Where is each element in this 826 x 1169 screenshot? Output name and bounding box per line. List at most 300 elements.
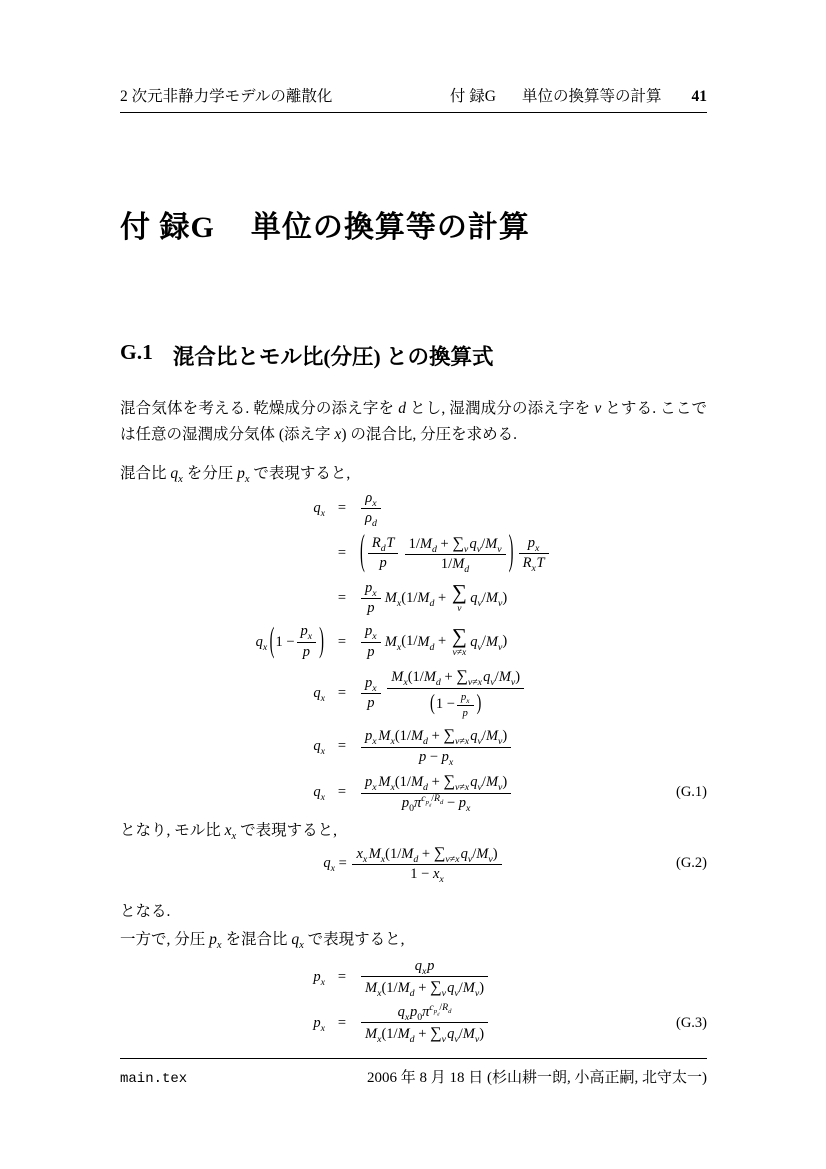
subscript [466, 697, 469, 705]
open-paren: ( [269, 621, 275, 661]
denominator [361, 598, 381, 618]
math-symbol: / [472, 846, 477, 862]
math-symbol: v [477, 782, 482, 794]
math-symbol: ≠ [456, 647, 462, 659]
subscript [363, 854, 367, 865]
math-symbol: q [469, 535, 477, 552]
math-atom [502, 774, 507, 790]
sum-operator [443, 726, 470, 748]
math-atom [457, 603, 461, 614]
math-symbol: v [452, 647, 457, 659]
math-symbol: x [244, 474, 250, 486]
math-symbol: c [421, 792, 426, 804]
math-symbol: d [440, 798, 444, 806]
math-symbol: M [401, 846, 414, 862]
math-symbol: R [434, 792, 441, 804]
close-paren: ) [508, 529, 514, 576]
math-symbol: x [372, 631, 377, 643]
math-atom [372, 631, 376, 642]
paren-body [366, 533, 508, 575]
math-symbol: ) [502, 728, 508, 745]
body-text: 一方で, 分圧 [120, 931, 210, 948]
equation-label: (G.3) [675, 1015, 707, 1032]
math-atom [170, 465, 183, 486]
math-atom [434, 590, 449, 606]
inline-math [237, 465, 250, 486]
math-symbol: d [423, 736, 428, 748]
body-text: を分圧 [182, 465, 238, 482]
math-symbol: v [454, 736, 460, 748]
equation-label: (G.2) [675, 855, 707, 872]
math-atom [437, 536, 452, 552]
math-symbol: p [237, 465, 245, 482]
math-symbol: v [474, 988, 480, 1000]
math-symbol: q [397, 1003, 405, 1020]
math-symbol: p [379, 555, 387, 572]
math-atom [365, 1026, 382, 1046]
math-symbol: M [365, 980, 378, 997]
math-symbol: M [476, 846, 489, 862]
math-symbol: x [404, 1011, 410, 1023]
math-symbol: x [531, 563, 536, 575]
math-symbol: M [423, 669, 436, 686]
math-symbol: x [466, 802, 471, 814]
section-title: 混合比とモル比(分圧) との換算式 [172, 345, 494, 369]
math-atom [386, 535, 394, 551]
math-atom [381, 1026, 397, 1042]
numerator [361, 674, 381, 693]
math-symbol: + [440, 669, 457, 686]
sigma-glyph: ∑ [430, 1024, 442, 1043]
numerator [297, 622, 317, 641]
math-symbol: x [455, 853, 460, 865]
page-number: 41 [691, 88, 707, 105]
math-symbol: q [313, 737, 321, 754]
close-paren: ) [319, 621, 324, 661]
math-atom [308, 631, 312, 642]
sum-operator [443, 772, 470, 794]
math-symbol: q [313, 500, 321, 517]
subscript [372, 683, 376, 694]
superscript [429, 1002, 452, 1017]
math-atom [378, 728, 395, 748]
math-symbol: q [170, 465, 179, 482]
math-atom [414, 958, 427, 977]
sigma-glyph: ∑ [451, 624, 467, 649]
math-atom [470, 728, 482, 748]
big-paren-group [269, 622, 325, 662]
math-symbol: T [386, 534, 395, 551]
equation-block-g1 [120, 489, 707, 813]
fraction [519, 534, 549, 574]
subscript [405, 1012, 409, 1023]
math-symbol: M [417, 589, 430, 606]
denominator [352, 864, 501, 884]
equation-relation: = [337, 500, 347, 517]
sum-limit [457, 604, 461, 614]
body-text: とする. ここでは任意の湿潤成分気体 (添え字 [120, 400, 707, 444]
math-atom [460, 846, 473, 865]
math-symbol: d [429, 641, 435, 653]
math-symbol: + [418, 846, 434, 862]
math-atom [405, 1012, 409, 1023]
math-symbol: d [464, 564, 470, 576]
math-symbol: p [300, 623, 308, 640]
math-symbol: d [448, 1008, 452, 1015]
math-symbol: x [396, 597, 402, 609]
math-symbol: + [414, 980, 431, 997]
math-symbol: + [427, 728, 444, 745]
math-symbol: v [498, 782, 503, 794]
math-symbol: v [467, 853, 473, 865]
math-symbol: v [498, 736, 503, 748]
math-atom [409, 536, 420, 552]
math-symbol: x [390, 736, 395, 748]
math-symbol: x [356, 846, 363, 862]
paragraph-molar-ratio-lead [120, 818, 707, 844]
equation-rhs [359, 579, 507, 619]
math-atom [429, 1002, 440, 1017]
math-symbol: p [433, 1008, 438, 1015]
math-symbol: p [401, 794, 410, 811]
math-atom [372, 518, 377, 529]
math-atom [418, 846, 433, 862]
denominator [368, 553, 399, 573]
math-atom [313, 685, 325, 705]
subscript [448, 1008, 451, 1015]
numerator [361, 579, 381, 598]
math-symbol: x [380, 853, 386, 865]
math-symbol: π [422, 1003, 430, 1020]
equation-rhs [359, 666, 526, 721]
math-symbol: ) [502, 589, 508, 606]
math-atom [449, 757, 453, 768]
sigma-glyph: ∑ [452, 533, 464, 552]
math-atom [537, 555, 545, 571]
sum-subscript [464, 544, 468, 555]
math-symbol: d [423, 782, 428, 794]
math-atom [462, 647, 466, 658]
math-atom [479, 980, 484, 996]
math-atom [434, 793, 443, 804]
fraction [361, 957, 488, 999]
math-symbol: / [431, 792, 434, 804]
math-atom [447, 1026, 459, 1046]
math-atom [363, 854, 367, 865]
fraction [297, 622, 317, 662]
page-header [120, 84, 707, 113]
math-symbol: x [334, 426, 342, 444]
sigma-glyph: ∑ [443, 726, 455, 745]
math-atom [381, 980, 397, 996]
math-atom [401, 634, 417, 650]
math-atom [502, 728, 507, 744]
equation-lhs [313, 738, 325, 755]
subscript [372, 518, 377, 529]
math-symbol: v [445, 853, 450, 865]
math-atom [447, 980, 459, 1000]
math-atom [415, 1026, 430, 1042]
math-atom [365, 980, 382, 1000]
numerator [361, 1003, 488, 1022]
equation-lhs [256, 622, 325, 662]
numerator [361, 622, 381, 641]
math-atom [275, 634, 294, 651]
math-symbol: p [365, 674, 373, 691]
math-symbol: / [458, 980, 463, 997]
sum-operator [430, 978, 446, 1000]
body-text: 混合比 [120, 465, 171, 482]
math-symbol: v [477, 736, 482, 748]
math-atom [410, 728, 428, 748]
math-atom [423, 669, 441, 689]
math-symbol: R [522, 555, 532, 572]
math-symbol: p [209, 931, 217, 948]
math-symbol: x [535, 542, 540, 554]
equation-relation: = [337, 737, 347, 754]
math-symbol: x [320, 977, 325, 989]
math-atom [478, 677, 482, 688]
math-symbol: M [485, 589, 498, 606]
math-symbol: p [527, 534, 536, 551]
math-atom [372, 683, 376, 694]
subscript [466, 803, 470, 814]
math-atom [436, 696, 455, 713]
math-symbol: M [452, 556, 465, 573]
fraction [361, 489, 381, 529]
header-running-title: 2 次元非静力学モデルの離散化 [120, 88, 333, 105]
sum-operator [451, 624, 467, 659]
math-symbol: v [474, 1034, 480, 1046]
denominator [361, 508, 381, 528]
numerator [519, 534, 549, 553]
subscript [449, 757, 453, 768]
inline-math [398, 400, 406, 417]
math-symbol: x [372, 587, 377, 599]
sigma-glyph: ∑ [443, 772, 455, 791]
section-number: G.1 [120, 340, 153, 364]
math-symbol: / [481, 774, 486, 791]
math-atom [428, 728, 443, 744]
math-symbol: x [307, 631, 313, 643]
fraction [457, 690, 474, 721]
math-atom [372, 736, 376, 747]
math-atom [397, 980, 415, 1000]
sum-operator [452, 533, 469, 555]
math-atom [365, 623, 377, 643]
math-atom [465, 736, 469, 747]
math-atom [367, 695, 374, 711]
math-atom [466, 803, 470, 814]
math-symbol: x [377, 1034, 382, 1046]
body-text: を混合比 [221, 931, 292, 948]
body-text: とし, 湿潤成分の添え字を [406, 400, 595, 417]
math-symbol: p [365, 579, 373, 596]
denominator [457, 705, 474, 721]
numerator [361, 725, 511, 746]
page-footer [120, 1058, 707, 1087]
math-atom [421, 792, 432, 808]
math-atom [372, 588, 376, 599]
denominator [297, 642, 317, 662]
math-symbol: q [470, 633, 478, 650]
math-symbol: v [454, 782, 460, 794]
math-atom [442, 1034, 446, 1045]
math-atom [463, 707, 468, 719]
equation-rhs [359, 622, 507, 662]
math-symbol: x [448, 756, 454, 768]
subscript [263, 642, 267, 653]
math-atom [422, 1004, 451, 1020]
denominator [361, 747, 511, 767]
math-symbol: x [224, 822, 232, 839]
math-symbol: v [467, 677, 473, 689]
math-symbol: M [462, 980, 475, 997]
math-symbol: x [461, 647, 467, 659]
body-text: で表現すると, [303, 931, 405, 948]
equation-lhs [313, 969, 325, 989]
math-symbol: M [378, 728, 391, 745]
fraction [361, 579, 381, 619]
math-symbol: v [594, 400, 602, 417]
math-atom [522, 555, 536, 575]
math-symbol: ) [502, 633, 508, 650]
math-symbol: p [367, 695, 375, 712]
math-symbol: p [409, 1003, 418, 1020]
math-symbol: − [426, 748, 442, 765]
math-symbol: (1/ [381, 1026, 398, 1043]
math-atom [209, 931, 222, 952]
math-symbol: ) [479, 1026, 485, 1043]
math-atom [464, 564, 469, 575]
subscript [422, 966, 426, 977]
math-symbol: / [494, 669, 499, 686]
math-symbol: x [466, 696, 470, 705]
numerator [352, 843, 501, 864]
paragraph-intro [120, 396, 707, 449]
numerator [361, 957, 488, 976]
math-symbol: (1/ [385, 846, 402, 862]
paragraph-partial-pressure-lead [120, 927, 707, 953]
paragraph-mixing-ratio-lead [120, 461, 707, 487]
math-symbol: ρ [365, 510, 372, 527]
math-symbol: ) [479, 980, 485, 997]
inline-math [209, 931, 222, 952]
math-symbol: ≠ [459, 736, 465, 748]
subscript [372, 588, 376, 599]
math-symbol: c [429, 1002, 434, 1014]
math-symbol: M [462, 1026, 475, 1043]
denominator [361, 1022, 488, 1044]
fraction [361, 674, 381, 714]
numerator [368, 534, 399, 553]
equation-body [323, 843, 503, 885]
math-symbol: M [410, 774, 424, 791]
open-paren: ( [430, 691, 435, 716]
math-symbol: x [432, 866, 440, 883]
math-symbol: x [320, 693, 325, 705]
math-symbol: d [437, 1011, 440, 1017]
math-symbol: x [390, 782, 395, 794]
math-symbol: v [498, 597, 503, 609]
math-symbol: / [481, 633, 486, 650]
math-atom [410, 866, 433, 882]
math-atom [384, 589, 402, 609]
math-atom [432, 866, 444, 886]
equation-label: (G.1) [675, 783, 707, 800]
math-atom [448, 1008, 451, 1015]
math-atom [470, 774, 482, 794]
math-symbol: p [367, 643, 375, 660]
math-symbol: − [443, 794, 459, 811]
math-atom [443, 795, 458, 811]
math-symbol: M [391, 669, 404, 686]
math-atom [441, 556, 452, 572]
math-atom [397, 1026, 415, 1046]
math-symbol: d [413, 853, 419, 865]
math-symbol: x [320, 745, 325, 757]
sum-subscript [442, 988, 446, 999]
math-symbol: M [384, 633, 397, 650]
math-atom [426, 749, 441, 765]
math-atom [419, 535, 437, 555]
sum-operator [430, 1024, 446, 1046]
math-symbol: q [313, 685, 321, 702]
subscript [464, 564, 469, 575]
math-atom [313, 737, 325, 757]
body-text: で表現すると, [236, 822, 337, 839]
denominator [387, 688, 524, 722]
fraction [361, 725, 511, 767]
numerator [405, 533, 506, 554]
denominator [361, 793, 511, 813]
math-symbol: p [365, 774, 373, 791]
equation-relation: = [337, 545, 347, 562]
math-atom [455, 854, 459, 865]
subscript [308, 631, 312, 642]
math-atom [441, 748, 454, 768]
math-atom [410, 774, 428, 794]
math-symbol: M [417, 633, 430, 650]
math-atom [397, 1003, 410, 1023]
math-symbol: x [320, 1023, 325, 1035]
math-atom [365, 579, 377, 599]
math-atom [465, 782, 469, 793]
subscript [531, 563, 535, 574]
fraction [352, 843, 501, 885]
subscript [372, 631, 376, 642]
math-symbol: d [371, 518, 377, 530]
paren-body [275, 622, 318, 662]
numerator [457, 690, 474, 705]
math-symbol: T [536, 555, 545, 572]
math-symbol: / [481, 535, 486, 552]
math-symbol: x [299, 940, 304, 952]
body-text: で表現すると, [249, 465, 351, 482]
math-atom [502, 634, 507, 650]
math-symbol: (1/ [394, 774, 411, 791]
math-atom [439, 874, 443, 885]
math-symbol: q [460, 846, 468, 862]
equation-lhs [313, 1015, 325, 1035]
math-symbol: x [422, 965, 427, 977]
math-atom [413, 792, 444, 811]
math-symbol: M [485, 774, 499, 791]
chapter-label: 付 録G [120, 211, 215, 244]
math-symbol: x [362, 853, 368, 865]
sum-subscript [455, 782, 469, 793]
paren-body [436, 690, 476, 721]
